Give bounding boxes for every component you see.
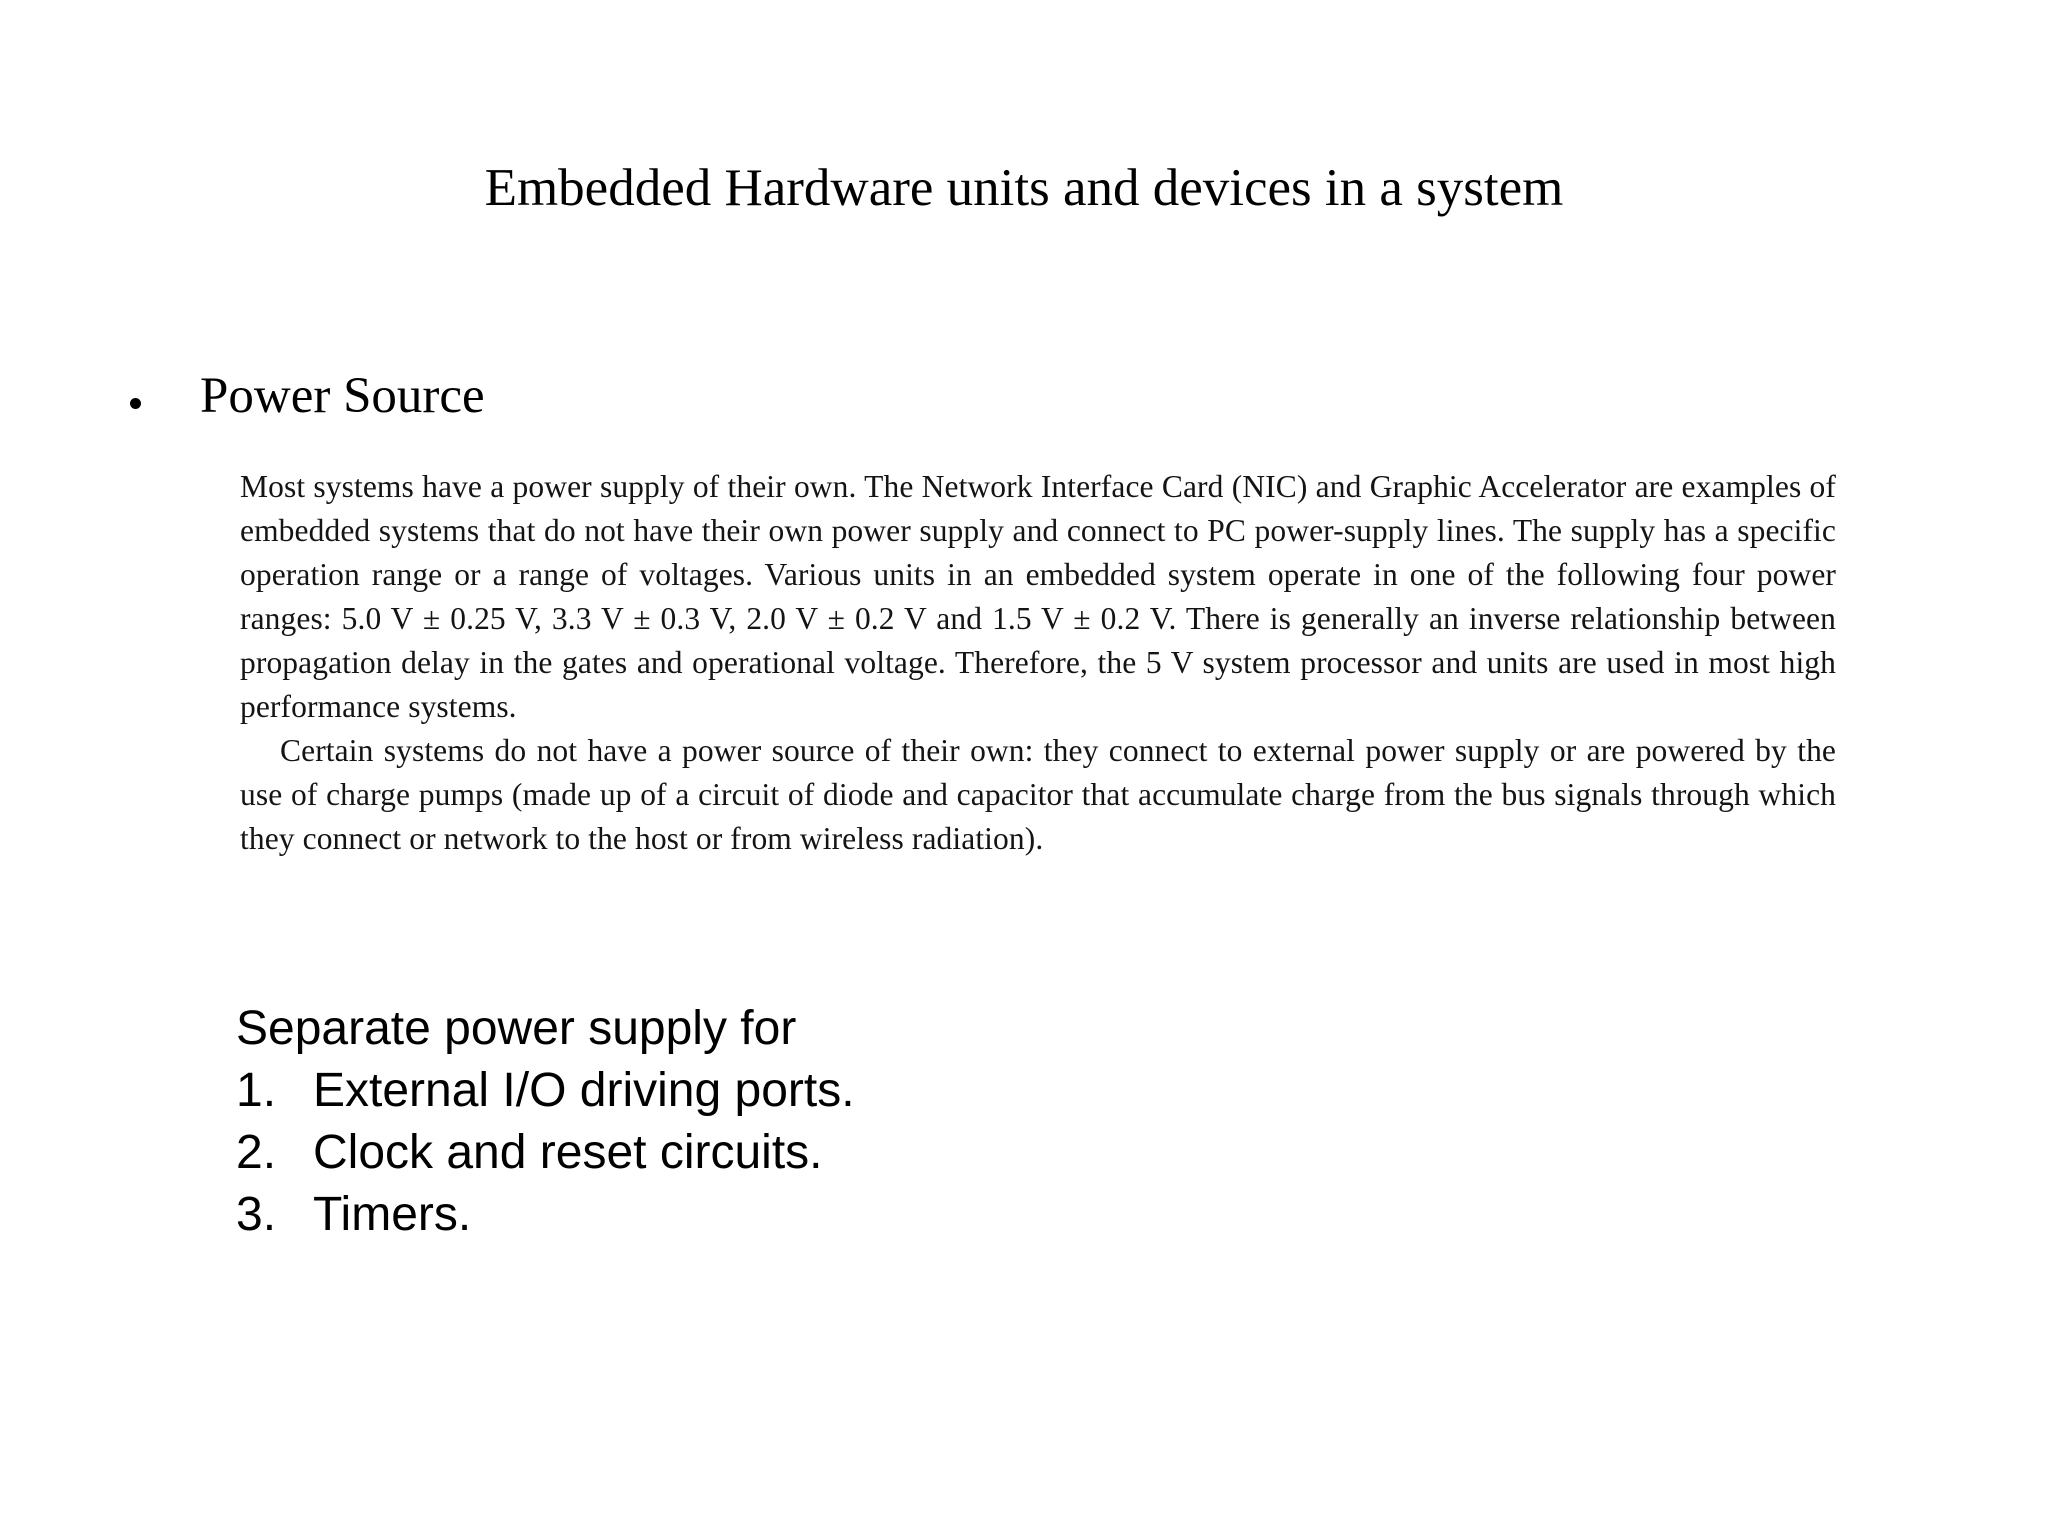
bullet-label: Power Source: [200, 368, 485, 424]
list-item-number: 2.: [236, 1126, 277, 1179]
scanned-text-excerpt: [240, 465, 1836, 861]
excerpt-paragraph-2: Certain systems do not have a power source of their own: they connect to external power supply or are powered by the use of charge pumps (made up of a circuit of diode and capacitor that accumulate charge from the bus signals through which they connect or network to the host or from wireless radiation).: [240, 733, 1836, 856]
supply-list: [236, 1060, 855, 1246]
separate-supply-section: [236, 998, 855, 1246]
list-item-text: Clock and reset circuits.: [313, 1126, 823, 1179]
bullet-dot-icon: [130, 398, 141, 409]
supply-heading: Separate power supply for: [236, 1002, 797, 1055]
list-item-number: 3.: [236, 1188, 277, 1241]
list-item-number: 1.: [236, 1064, 277, 1117]
excerpt-paragraph-1: Most systems have a power supply of their own. The Network Interface Card (NIC) and Graphic Accelerator are examples of embedded systems that do not have their own power supply and connect to PC power-supply lines. The supply has a specific operation range or a range of voltages. Various units in an embedded system operate in one of the following four power ranges: 5.0 V ± 0.25 V, 3.3 V ± 0.3 V, 2.0 V ± 0.2 V and 1.5 V ± 0.2 V. There is generally an inverse relationship between propagation delay in the gates and operational voltage. Therefore, the 5 V system processor and units are used in most high performance systems.: [240, 469, 1836, 724]
list-item-text: External I/O driving ports.: [313, 1064, 855, 1117]
list-item: [236, 1184, 796, 1246]
list-item: [236, 1060, 855, 1122]
list-item: [236, 1122, 823, 1184]
list-item-text: Timers.: [313, 1188, 472, 1241]
slide-title: Embedded Hardware units and devices in a system: [484, 159, 1564, 217]
